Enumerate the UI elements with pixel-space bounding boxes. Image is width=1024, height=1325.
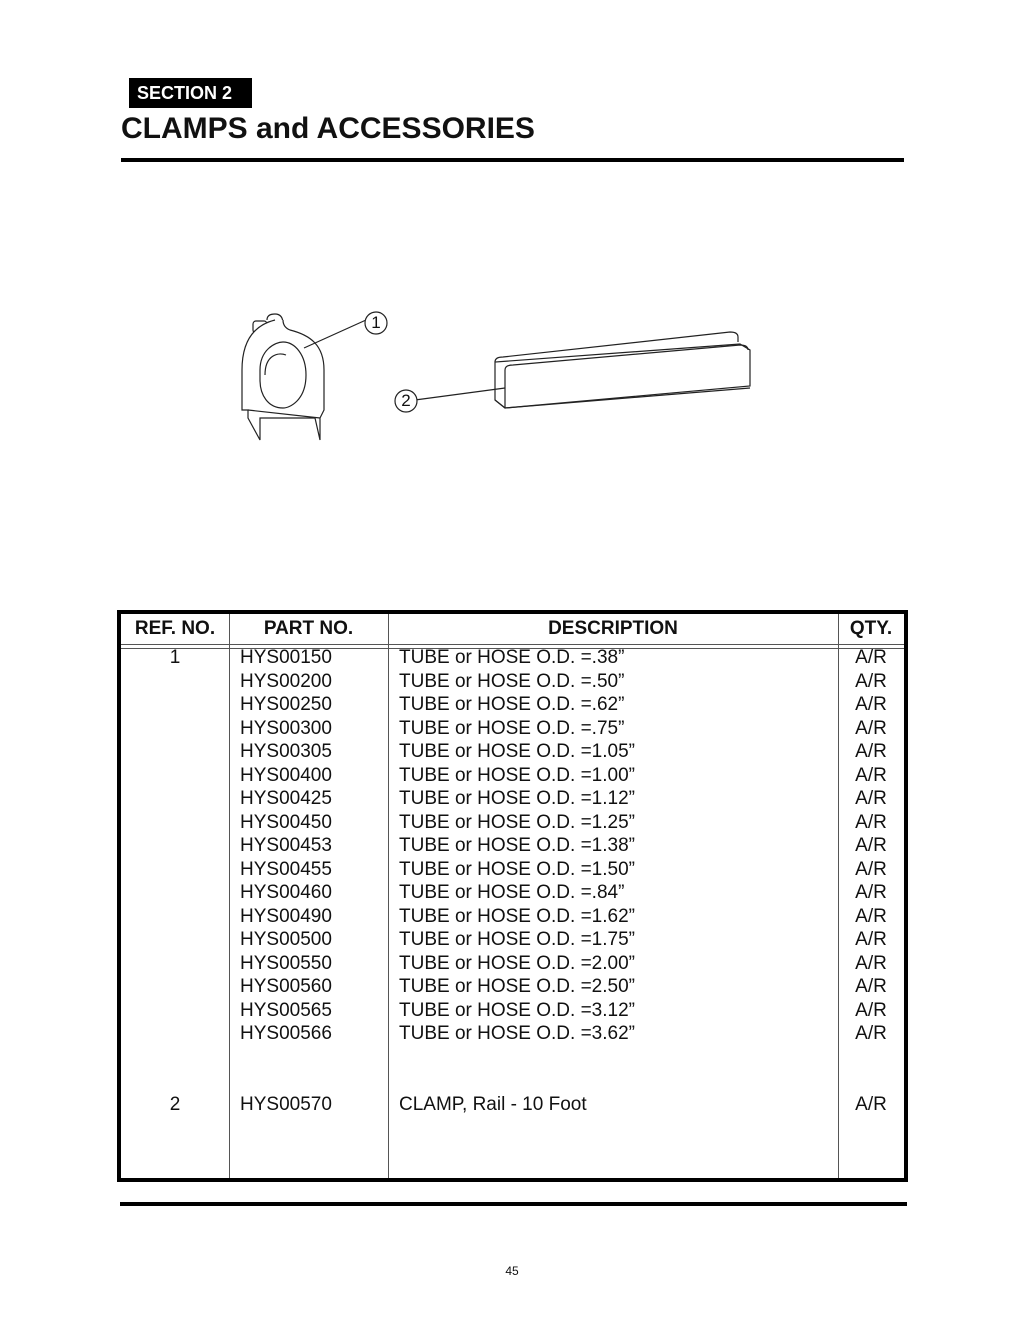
description-cell: TUBE or HOSE O.D. =1.25”: [399, 811, 635, 833]
page-number: 45: [505, 1264, 519, 1278]
part-no-cell: HYS00566: [240, 1023, 332, 1044]
part-no-cell: HYS00560: [240, 976, 332, 997]
header-qty: QTY.: [849, 618, 893, 639]
part-no-cell: HYS00150: [240, 647, 332, 668]
page-title: CLAMPS and ACCESSORIES: [121, 112, 535, 145]
part-no-cell: HYS00565: [240, 999, 332, 1021]
description-cell: TUBE or HOSE O.D. =.38”: [399, 647, 625, 668]
header-part-no: PART NO.: [263, 618, 354, 639]
callout-1: 1: [371, 313, 381, 332]
qty-cell: A/R: [855, 717, 887, 739]
part-no-cell: HYS00450: [240, 811, 332, 833]
qty-cell: A/R: [855, 1023, 887, 1044]
parts-illustration: [220, 300, 770, 460]
part-no-cell: HYS00550: [240, 952, 332, 974]
qty-cell: A/R: [855, 999, 887, 1021]
clamp-and-rail-drawing-icon: [220, 300, 770, 460]
parts-table: [117, 610, 908, 1182]
description-cell: TUBE or HOSE O.D. =3.12”: [399, 999, 635, 1021]
description-cell: TUBE or HOSE O.D. =1.50”: [399, 858, 635, 880]
qty-cell: A/R: [855, 647, 887, 668]
section-badge: SECTION 2: [129, 78, 252, 108]
header-ref-no: REF. NO.: [134, 618, 216, 639]
bottom-divider: [120, 1202, 907, 1206]
part-no-cell: HYS00500: [240, 929, 332, 950]
qty-cell: A/R: [855, 976, 887, 997]
qty-cell: A/R: [855, 858, 887, 880]
description-cell: CLAMP, Rail - 10 Foot: [399, 1093, 587, 1115]
callout-2: 2: [401, 391, 411, 410]
ref-no-cell: 1: [169, 647, 181, 668]
part-no-cell: HYS00425: [240, 788, 332, 809]
part-no-cell: HYS00305: [240, 741, 332, 762]
qty-cell: A/R: [855, 882, 887, 903]
qty-cell: A/R: [855, 788, 887, 809]
qty-cell: A/R: [855, 929, 887, 950]
description-cell: TUBE or HOSE O.D. =3.62”: [399, 1023, 635, 1044]
part-no-cell: HYS00460: [240, 882, 332, 903]
title-divider: [121, 158, 904, 162]
description-cell: TUBE or HOSE O.D. =.50”: [399, 670, 625, 692]
description-cell: TUBE or HOSE O.D. =1.38”: [399, 835, 635, 856]
qty-cell: A/R: [855, 952, 887, 974]
qty-cell: A/R: [855, 905, 887, 927]
qty-cell: A/R: [855, 1093, 887, 1115]
description-cell: TUBE or HOSE O.D. =2.00”: [399, 952, 635, 974]
description-cell: TUBE or HOSE O.D. =1.05”: [399, 741, 635, 762]
part-no-cell: HYS00200: [240, 670, 332, 692]
part-no-cell: HYS00490: [240, 905, 332, 927]
qty-cell: A/R: [855, 694, 887, 715]
part-no-cell: HYS00250: [240, 694, 332, 715]
qty-cell: A/R: [855, 764, 887, 786]
part-no-cell: HYS00300: [240, 717, 332, 739]
qty-cell: A/R: [855, 811, 887, 833]
qty-cell: A/R: [855, 835, 887, 856]
header-rule: [121, 644, 904, 645]
description-cell: TUBE or HOSE O.D. =1.62”: [399, 905, 635, 927]
description-cell: TUBE or HOSE O.D. =1.00”: [399, 764, 635, 786]
part-no-cell: HYS00455: [240, 858, 332, 880]
description-cell: TUBE or HOSE O.D. =1.75”: [399, 929, 635, 950]
part-no-cell: HYS00400: [240, 764, 332, 786]
description-cell: TUBE or HOSE O.D. =.75”: [399, 717, 625, 739]
qty-cell: A/R: [855, 741, 887, 762]
column-divider: [229, 614, 230, 1178]
description-cell: TUBE or HOSE O.D. =1.12”: [399, 788, 635, 809]
description-cell: TUBE or HOSE O.D. =.84”: [399, 882, 625, 903]
ref-no-cell: 2: [169, 1093, 181, 1115]
part-no-cell: HYS00570: [240, 1093, 332, 1115]
description-cell: TUBE or HOSE O.D. =2.50”: [399, 976, 635, 997]
description-cell: TUBE or HOSE O.D. =.62”: [399, 694, 625, 715]
column-divider: [388, 614, 389, 1178]
part-no-cell: HYS00453: [240, 835, 332, 856]
table-header-row: [121, 614, 904, 644]
header-description: DESCRIPTION: [548, 618, 678, 639]
qty-cell: A/R: [855, 670, 887, 692]
